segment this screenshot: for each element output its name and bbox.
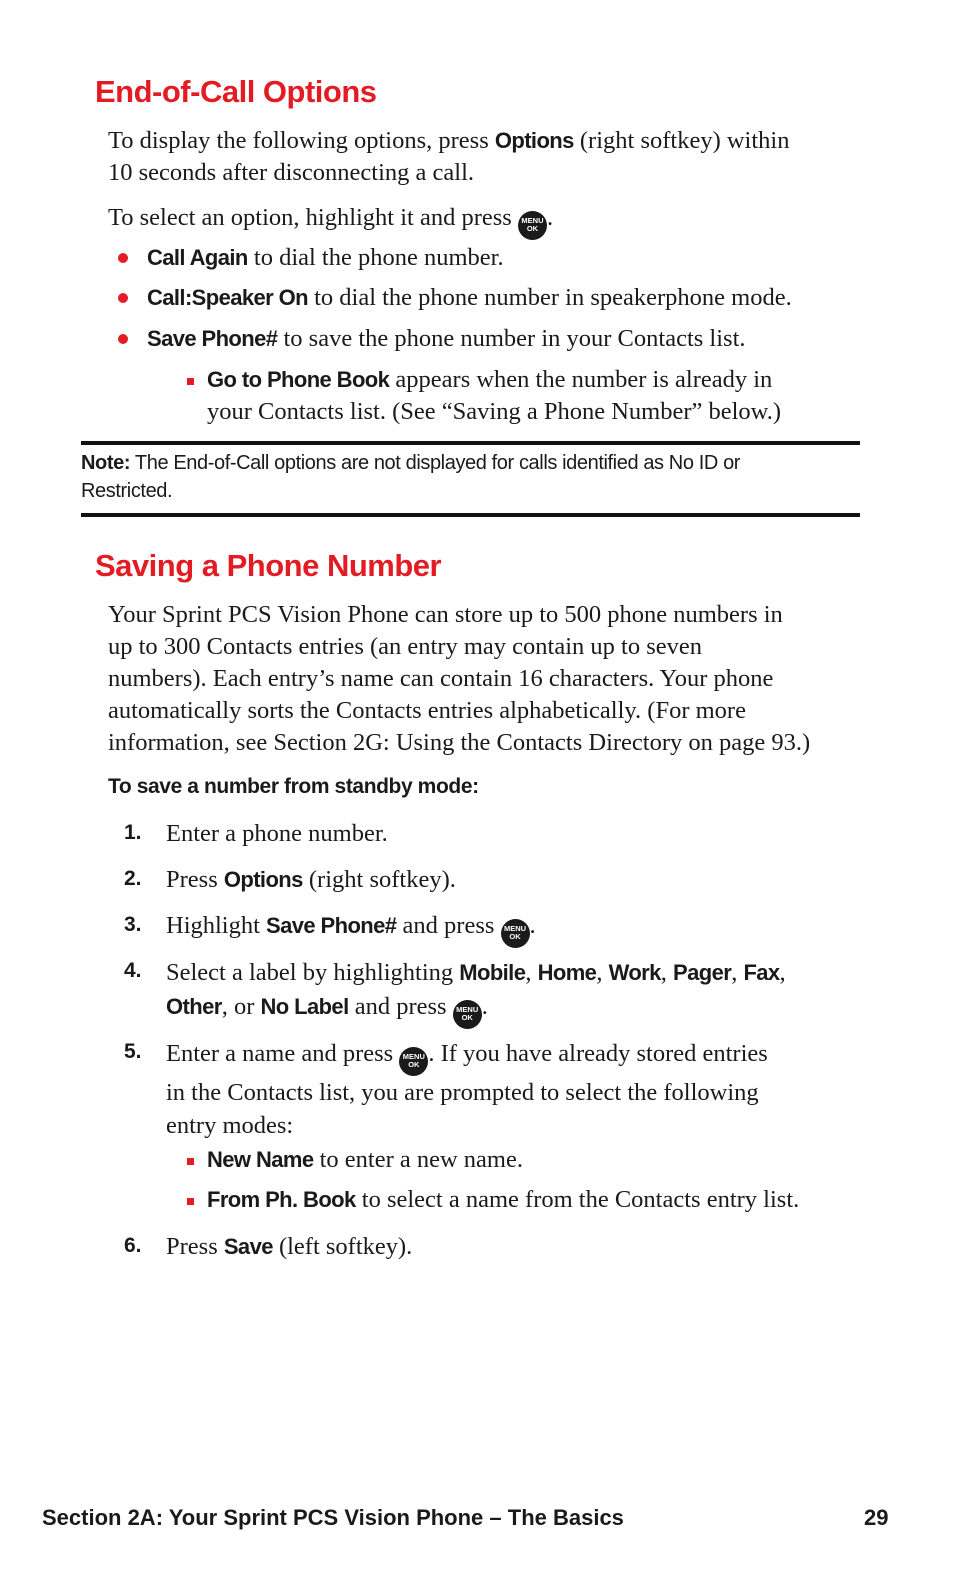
- text: up to 300 Contacts entries (an entry may contain up to seven: [108, 633, 702, 660]
- sub-list-item-new-name: New Name to enter a new name.: [207, 1146, 523, 1173]
- menu-ok-key-icon: MENU OK: [518, 211, 547, 240]
- keyword: Save: [223, 1234, 273, 1259]
- text: .: [546, 204, 554, 231]
- keyword: Pager: [673, 960, 732, 985]
- step-number: 2.: [124, 867, 142, 890]
- step-number: 3.: [124, 913, 142, 936]
- sub-list-item-go-to-phone-book: [207, 364, 857, 428]
- text: appears when the number is already in: [389, 366, 773, 393]
- text: To display the following options, press: [108, 127, 495, 154]
- note-label: Note:: [81, 452, 131, 474]
- step-2-text: Press Options (right softkey).: [166, 866, 456, 893]
- keyword: Other: [166, 994, 222, 1019]
- keyword: Options: [223, 867, 303, 892]
- step-3-text: Highlight Save Phone# and press MENU OK .: [166, 910, 536, 948]
- text: (right softkey) within: [573, 127, 790, 154]
- text: your Contacts list. (See “Saving a Phone Number” below.): [207, 398, 782, 425]
- list-item-save-phone: [147, 323, 746, 355]
- keyword: Call Again: [147, 245, 248, 270]
- step-number: 1.: [124, 821, 142, 844]
- step-number: 6.: [124, 1234, 142, 1257]
- text: to save the phone number in your Contacts list.: [277, 325, 746, 352]
- menu-ok-key-icon: MENU OK: [453, 1000, 482, 1029]
- step-1-text: Enter a phone number.: [166, 820, 388, 847]
- keyword: From Ph. Book: [207, 1187, 356, 1212]
- square-bullet-icon: [187, 1158, 194, 1165]
- bullet-icon: [118, 293, 128, 303]
- keyword: Save Phone#: [147, 326, 278, 351]
- keyword: Fax: [743, 960, 780, 985]
- text: to dial the phone number.: [247, 244, 504, 271]
- keyword: Home: [537, 960, 597, 985]
- menu-ok-key-icon: MENU OK: [501, 919, 530, 948]
- section-title-end-of-call: End-of-Call Options: [95, 74, 377, 109]
- keyword: New Name: [207, 1147, 314, 1172]
- text: to dial the phone number in speakerphone mode.: [307, 284, 792, 311]
- text: To select an option, highlight it and press: [108, 204, 518, 231]
- procedure-subheading: To save a number from standby mode:: [108, 775, 479, 798]
- note-box: [81, 449, 861, 505]
- step-number: 4.: [124, 959, 142, 982]
- step-6-text: Press Save (left softkey).: [166, 1233, 413, 1260]
- text: automatically sorts the Contacts entries alphabetically. (For more: [108, 697, 746, 724]
- footer-section-title: Section 2A: Your Sprint PCS Vision Phone – The Basics: [42, 1505, 624, 1530]
- text: information, see Section 2G: Using the Contacts Directory on page 93.): [108, 729, 811, 756]
- text: 10 seconds after disconnecting a call.: [108, 159, 475, 186]
- list-item-call-speaker-on: [147, 282, 792, 314]
- square-bullet-icon: [187, 1198, 194, 1205]
- keyword: Mobile: [459, 960, 526, 985]
- keyword-options: Options: [494, 128, 574, 153]
- sub-list-item-from-ph-book: From Ph. Book to select a name from the Contacts entry list.: [207, 1186, 800, 1213]
- text: Your Sprint PCS Vision Phone can store up to 500 phone numbers in: [108, 601, 783, 628]
- keyword: Call:Speaker On: [147, 285, 308, 310]
- keyword: Work: [608, 960, 661, 985]
- section-title-saving-phone-number: Saving a Phone Number: [95, 548, 442, 583]
- bullet-icon: [118, 253, 128, 263]
- list-item-call-again: [147, 242, 504, 274]
- note-text: The End-of-Call options are not displayed for calls identified as No ID or: [130, 452, 741, 474]
- keyword: Save Phone#: [266, 913, 397, 938]
- step-5-text: Enter a name and press MENU OK . If you have already stored entries in the Contacts list, you are prompted to select the following entry modes:: [166, 1040, 768, 1139]
- menu-ok-key-icon: MENU OK: [399, 1047, 428, 1076]
- square-bullet-icon: [187, 378, 194, 385]
- step-number: 5.: [124, 1040, 142, 1063]
- bullet-icon: [118, 334, 128, 344]
- note-bottom-rule: [81, 513, 860, 517]
- select-option-paragraph: [108, 202, 553, 240]
- note-top-rule: [81, 441, 860, 445]
- saving-paragraph: [108, 599, 888, 759]
- note-text: Restricted.: [81, 480, 173, 502]
- text: numbers). Each entry’s name can contain 16 characters. Your phone: [108, 665, 774, 692]
- keyword: No Label: [260, 994, 349, 1019]
- step-4-text: Select a label by highlighting Mobile, Home, Work, Pager, Fax, Other, or No Label and press MENU OK .: [166, 956, 866, 1029]
- page-number: 29: [864, 1505, 889, 1530]
- keyword: Go to Phone Book: [207, 367, 390, 392]
- end-of-call-paragraph: [108, 125, 868, 189]
